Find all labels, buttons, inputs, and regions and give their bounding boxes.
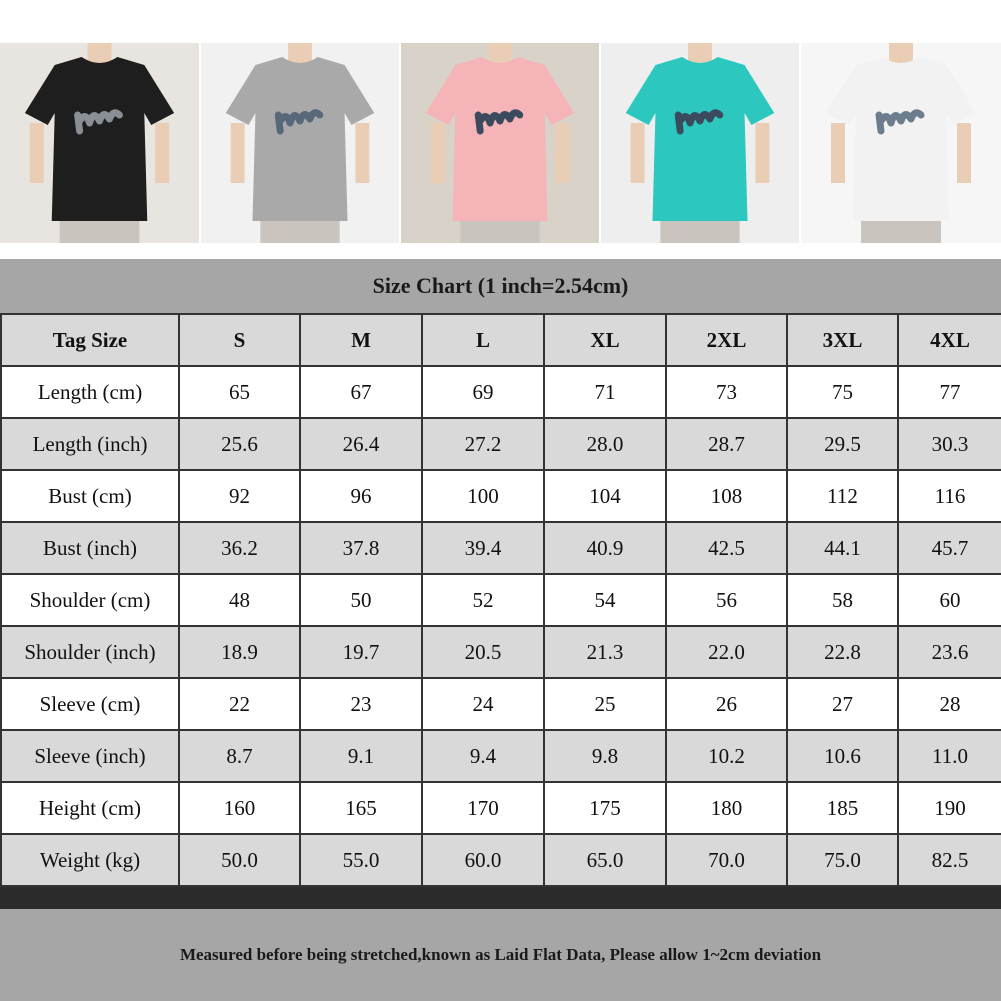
table-cell: 54	[544, 574, 666, 626]
header-cell: 4XL	[898, 314, 1001, 366]
product-photo-gray	[201, 43, 399, 243]
row-label: Bust (cm)	[1, 470, 179, 522]
left-arm	[831, 123, 845, 183]
table-row	[1, 626, 1001, 678]
table-cell: 29.5	[787, 418, 898, 470]
table-cell: 185	[787, 782, 898, 834]
product-photo-white	[801, 43, 1001, 243]
header-cell: L	[422, 314, 544, 366]
product-photo-pink	[401, 43, 599, 243]
table-cell: 30.3	[898, 418, 1001, 470]
left-arm	[30, 123, 44, 183]
table-cell: 100	[422, 470, 544, 522]
table-cell: 42.5	[666, 522, 787, 574]
row-label: Length (cm)	[1, 366, 179, 418]
table-cell: 21.3	[544, 626, 666, 678]
table-cell: 8.7	[179, 730, 300, 782]
table-cell: 104	[544, 470, 666, 522]
row-label: Length (inch)	[1, 418, 179, 470]
left-arm	[231, 123, 245, 183]
table-cell: 96	[300, 470, 422, 522]
table-cell: 71	[544, 366, 666, 418]
left-arm	[631, 123, 645, 183]
table-cell: 55.0	[300, 834, 422, 886]
table-cell: 45.7	[898, 522, 1001, 574]
table-cell: 23.6	[898, 626, 1001, 678]
table-row	[1, 730, 1001, 782]
table-cell: 10.6	[787, 730, 898, 782]
right-arm	[957, 123, 971, 183]
table-cell: 9.8	[544, 730, 666, 782]
measurement-note: Measured before being stretched,known as Laid Flat Data, Please allow 1~2cm deviation	[0, 909, 1001, 1001]
table-cell: 22.0	[666, 626, 787, 678]
table-cell: 65.0	[544, 834, 666, 886]
table-row	[1, 782, 1001, 834]
table-cell: 22	[179, 678, 300, 730]
table-cell: 116	[898, 470, 1001, 522]
table-cell: 23	[300, 678, 422, 730]
table-cell: 58	[787, 574, 898, 626]
header-cell: XL	[544, 314, 666, 366]
header-cell: 2XL	[666, 314, 787, 366]
size-header-row	[1, 314, 1001, 366]
table-cell: 20.5	[422, 626, 544, 678]
table-cell: 19.7	[300, 626, 422, 678]
table-cell: 40.9	[544, 522, 666, 574]
table-cell: 9.1	[300, 730, 422, 782]
table-cell: 28.0	[544, 418, 666, 470]
header-cell: Tag Size	[1, 314, 179, 366]
row-label: Weight (kg)	[1, 834, 179, 886]
table-cell: 65	[179, 366, 300, 418]
product-photo-strip	[0, 43, 1001, 243]
header-cell: 3XL	[787, 314, 898, 366]
table-cell: 50	[300, 574, 422, 626]
table-cell: 75.0	[787, 834, 898, 886]
table-cell: 27	[787, 678, 898, 730]
table-cell: 50.0	[179, 834, 300, 886]
table-cell: 25	[544, 678, 666, 730]
table-cell: 18.9	[179, 626, 300, 678]
right-arm	[555, 123, 569, 183]
table-cell: 37.8	[300, 522, 422, 574]
table-cell: 67	[300, 366, 422, 418]
table-cell: 52	[422, 574, 544, 626]
table-cell: 73	[666, 366, 787, 418]
table-cell: 82.5	[898, 834, 1001, 886]
table-cell: 108	[666, 470, 787, 522]
table-cell: 26.4	[300, 418, 422, 470]
table-cell: 165	[300, 782, 422, 834]
row-label: Sleeve (inch)	[1, 730, 179, 782]
table-cell: 190	[898, 782, 1001, 834]
table-cell: 69	[422, 366, 544, 418]
left-arm	[431, 123, 445, 183]
table-cell: 25.6	[179, 418, 300, 470]
table-cell: 27.2	[422, 418, 544, 470]
table-cell: 175	[544, 782, 666, 834]
table-row	[1, 366, 1001, 418]
table-cell: 92	[179, 470, 300, 522]
size-table	[0, 313, 1001, 887]
table-cell: 28.7	[666, 418, 787, 470]
right-arm	[355, 123, 369, 183]
table-cell: 180	[666, 782, 787, 834]
table-row	[1, 574, 1001, 626]
row-label: Bust (inch)	[1, 522, 179, 574]
table-cell: 170	[422, 782, 544, 834]
table-cell: 77	[898, 366, 1001, 418]
row-label: Sleeve (cm)	[1, 678, 179, 730]
product-photo-teal	[601, 43, 799, 243]
table-cell: 60	[898, 574, 1001, 626]
table-cell: 56	[666, 574, 787, 626]
table-row	[1, 522, 1001, 574]
size-chart	[0, 259, 1001, 1001]
table-cell: 9.4	[422, 730, 544, 782]
right-arm	[755, 123, 769, 183]
table-row	[1, 678, 1001, 730]
table-cell: 70.0	[666, 834, 787, 886]
table-cell: 10.2	[666, 730, 787, 782]
right-arm	[155, 123, 169, 183]
table-cell: 36.2	[179, 522, 300, 574]
table-row	[1, 470, 1001, 522]
header-cell: S	[179, 314, 300, 366]
row-label: Shoulder (inch)	[1, 626, 179, 678]
table-row	[1, 834, 1001, 886]
table-cell: 48	[179, 574, 300, 626]
product-photo-black	[0, 43, 199, 243]
table-cell: 28	[898, 678, 1001, 730]
table-cell: 60.0	[422, 834, 544, 886]
size-chart-title: Size Chart (1 inch=2.54cm)	[0, 259, 1001, 313]
table-cell: 22.8	[787, 626, 898, 678]
row-label: Height (cm)	[1, 782, 179, 834]
header-cell: M	[300, 314, 422, 366]
table-cell: 26	[666, 678, 787, 730]
table-cell: 160	[179, 782, 300, 834]
table-cell: 112	[787, 470, 898, 522]
table-cell: 39.4	[422, 522, 544, 574]
row-label: Shoulder (cm)	[1, 574, 179, 626]
table-cell: 11.0	[898, 730, 1001, 782]
table-row	[1, 418, 1001, 470]
table-cell: 24	[422, 678, 544, 730]
table-cell: 44.1	[787, 522, 898, 574]
table-cell: 75	[787, 366, 898, 418]
